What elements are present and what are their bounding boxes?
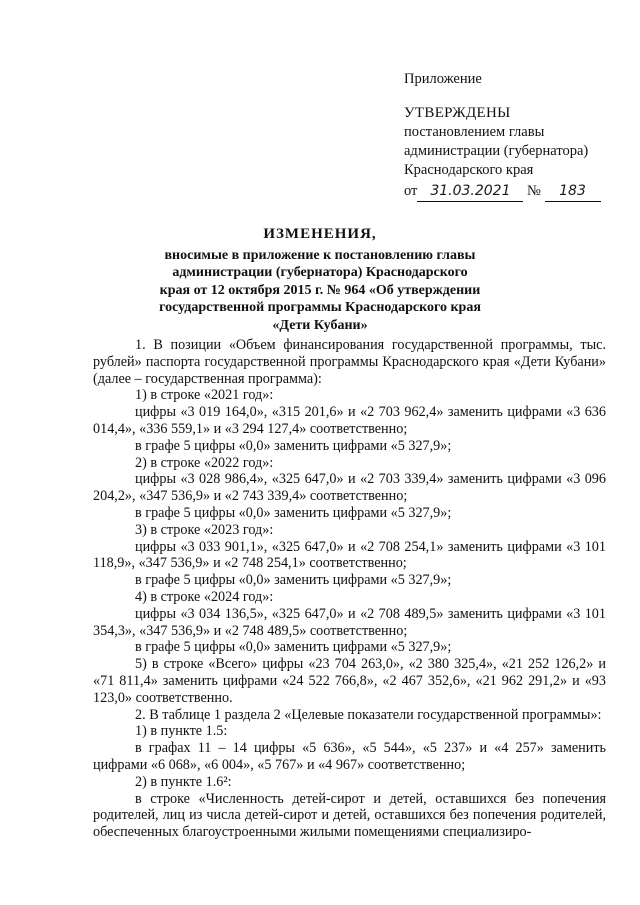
body-paragraph: 1) в пункте 1.5: <box>135 723 228 740</box>
body-paragraph: 2) в пункте 1.6²: <box>135 773 232 790</box>
body-paragraph: в графе 5 цифры «0,0» заменить цифрами «5 327,9»; <box>135 639 452 656</box>
body-paragraph: цифры «3 028 986,4», «325 647,0» и «2 703 339,4» заменить цифрами «3 096 204,2», «347 536,9» и «2 743 339,4» соответственно; <box>93 471 606 505</box>
approval-line-1: постановлением главы <box>404 124 545 140</box>
number-label: № <box>527 183 541 199</box>
title-line-5: «Дети Кубани» <box>272 317 368 333</box>
body-paragraph: в строке «Численность детей-сирот и детей, оставшихся без попечения родителей, лиц из числа детей-сирот и детей, оставшихся без попечения родителей, обеспеченных благоустроенными жилыми помещениями специализиро- <box>93 790 606 841</box>
body-paragraph: 3) в строке «2023 год»: <box>135 521 274 538</box>
body-paragraph: цифры «3 019 164,0», «315 201,6» и «2 703 962,4» заменить цифрами «3 636 014,4», «336 559,1» и «3 294 127,4» соответственно; <box>93 404 606 437</box>
body-paragraph: цифры «3 034 136,5», «325 647,0» и «2 708 489,5» заменить цифрами «3 101 354,3», «347 536,9» и «2 748 489,5» соответственно; <box>93 605 606 639</box>
handwritten-date: 31.03.2021 <box>417 182 523 202</box>
body-paragraph: в графе 5 цифры «0,0» заменить цифрами «5 327,9»; <box>135 572 452 589</box>
handwritten-number: 183 <box>545 182 601 202</box>
date-number-line <box>404 182 624 202</box>
body-paragraph: 5) в строке «Всего» цифры «23 704 263,0», «2 380 325,4», «21 252 126,2» и «71 811,4» заменить цифрами «24 522 766,8», «2 467 352,6», «21 962 291,2» и «93 123,0» соответственно. <box>93 656 606 706</box>
document-body <box>93 337 606 841</box>
title-line-4: государственной программы Краснодарского края <box>159 300 481 315</box>
body-paragraph: цифры «3 033 901,1», «325 647,0» и «2 708 254,1» заменить цифрами «3 101 118,9», «347 536,9» и «2 748 254,1» соответственно; <box>93 538 606 572</box>
body-paragraph: 1. В позиции «Объем финансирования государственной программы, тыс. рублей» паспорта государственной программы Краснодарского края «Дети Кубани» (далее – государственная программа): <box>93 337 606 387</box>
from-label: от <box>404 183 418 199</box>
approval-block <box>404 70 624 202</box>
approval-line-2: администрации (губернатора) <box>404 143 589 159</box>
title-line-3: края от 12 октября 2015 г. № 964 «Об утверждении <box>159 282 481 298</box>
body-paragraph: 2) в строке «2022 год»: <box>135 454 274 471</box>
title-line-1: вносимые в приложение к постановлению главы <box>164 247 476 263</box>
title-main: ИЗМЕНЕНИЯ, <box>263 226 377 242</box>
body-paragraph: 1) в строке «2021 год»: <box>135 387 274 404</box>
title-line-2: администрации (губернатора) Краснодарского <box>172 265 468 280</box>
document-title <box>100 226 540 334</box>
approval-line-3: Краснодарского края <box>404 162 534 178</box>
body-paragraph: в графе 5 цифры «0,0» заменить цифрами «5 327,9»; <box>135 504 452 521</box>
appendix-label: Приложение <box>404 71 482 87</box>
approved-label: УТВЕРЖДЕНЫ <box>404 105 511 121</box>
body-paragraph: в графе 5 цифры «0,0» заменить цифрами «5 327,9»; <box>135 437 452 454</box>
body-paragraph: 2. В таблице 1 раздела 2 «Целевые показатели государственной программы»: <box>135 706 602 723</box>
body-paragraph: в графах 11 – 14 цифры «5 636», «5 544», «5 237» и «4 257» заменить цифрами «6 068», «6 004», «5 767» и «4 967» соответственно; <box>93 740 606 773</box>
body-paragraph: 4) в строке «2024 год»: <box>135 588 274 605</box>
